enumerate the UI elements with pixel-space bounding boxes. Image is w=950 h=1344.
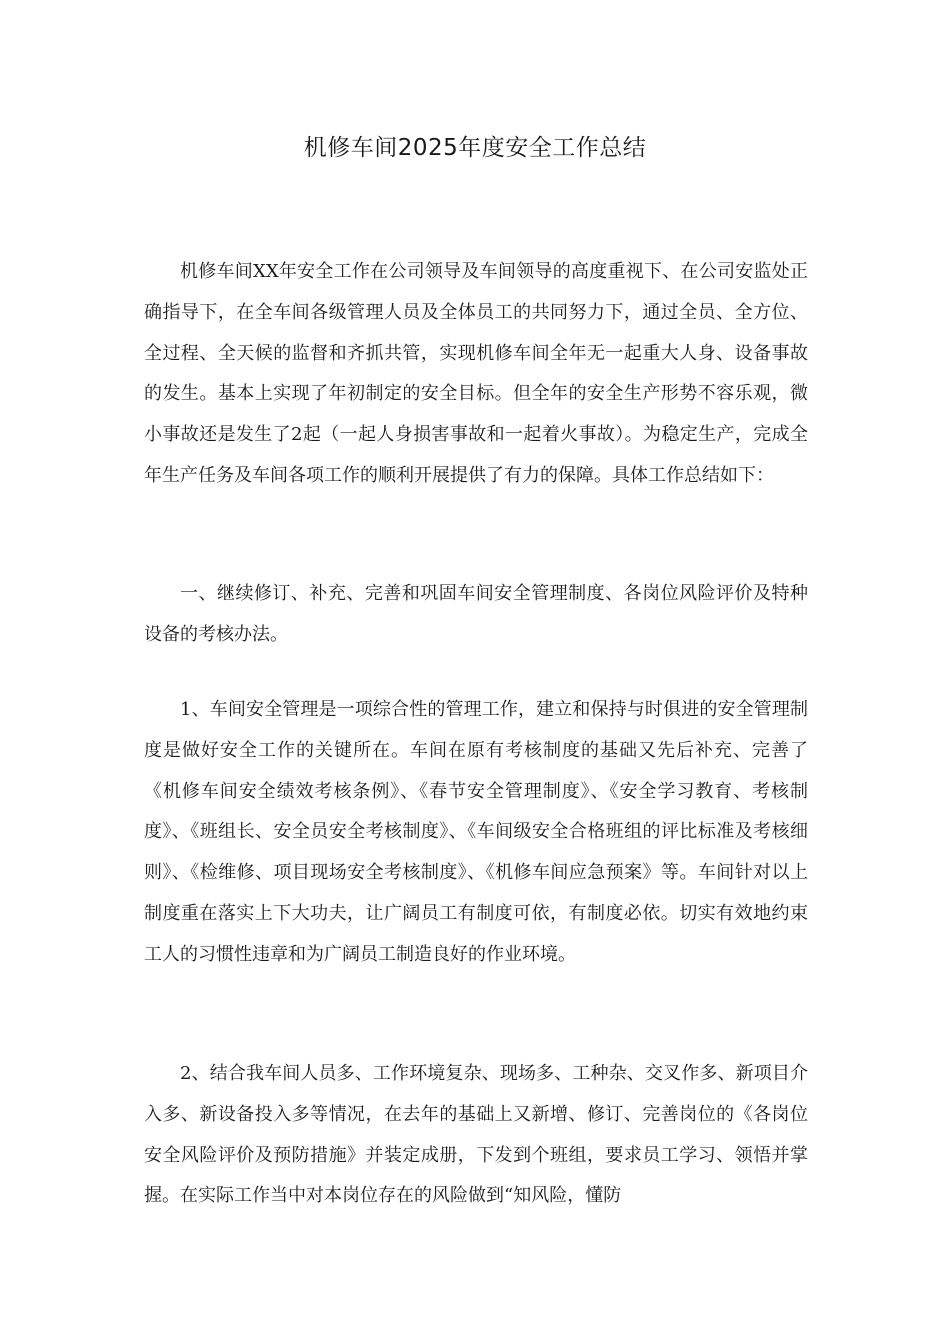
paragraph-section-one-heading: 一、继续修订、补充、完善和巩固车间安全管理制度、各岗位风险评价及特种设备的考核办法。	[144, 583, 808, 645]
document-title: 机修车间2025年度安全工作总结	[303, 135, 647, 161]
paragraph-item-2: 2、结合我车间人员多、工作环境复杂、现场多、工种杂、交叉作多、新项目介入多、新设备投入多等情况，在去年的基础上又新增、修订、完善岗位的《各岗位安全风险评价及预防措施》并装定成册，下发到个班组，要求员工学习、领悟并掌握。在实际工作当中对本岗位存在的风险做到“知风险，懂防	[144, 1063, 808, 1207]
paragraph-intro: 机修车间XX年安全工作在公司领导及车间领导的高度重视下、在公司安监处正确指导下，在全车间各级管理人员及全体员工的共同努力下，通过全员、全方位、全过程、全天候的监督和齐抓共管，实现机修车间全年无一起重大人身、设备事故的发生。基本上实现了年初制定的安全目标。但全年的安全生产形势不容乐观，微小事故还是发生了2起（一起人身损害事故和一起着火事故）。为稳定生产，完成全年生产任务及车间各项工作的顺利开展提供了有力的保障。具体工作总结如下：	[144, 261, 808, 486]
paragraph-item-1: 1、车间安全管理是一项综合性的管理工作，建立和保持与时俱进的安全管理制度是做好安全工作的关键所在。车间在原有考核制度的基础又先后补充、完善了《机修车间安全绩效考核条例》、《春节安全管理制度》、《安全学习教育、考核制度》、《班组长、安全员安全考核制度》、《车间级安全合格班组的评比标准及考核细则》、《检维修、项目现场安全考核制度》、《机修车间应急预案》等。车间针对以上制度重在落实上下大功夫，让广阔员工有制度可依，有制度必依。切实有效地约束工人的习惯性违章和为广阔员工制造良好的作业环境。	[144, 699, 808, 965]
